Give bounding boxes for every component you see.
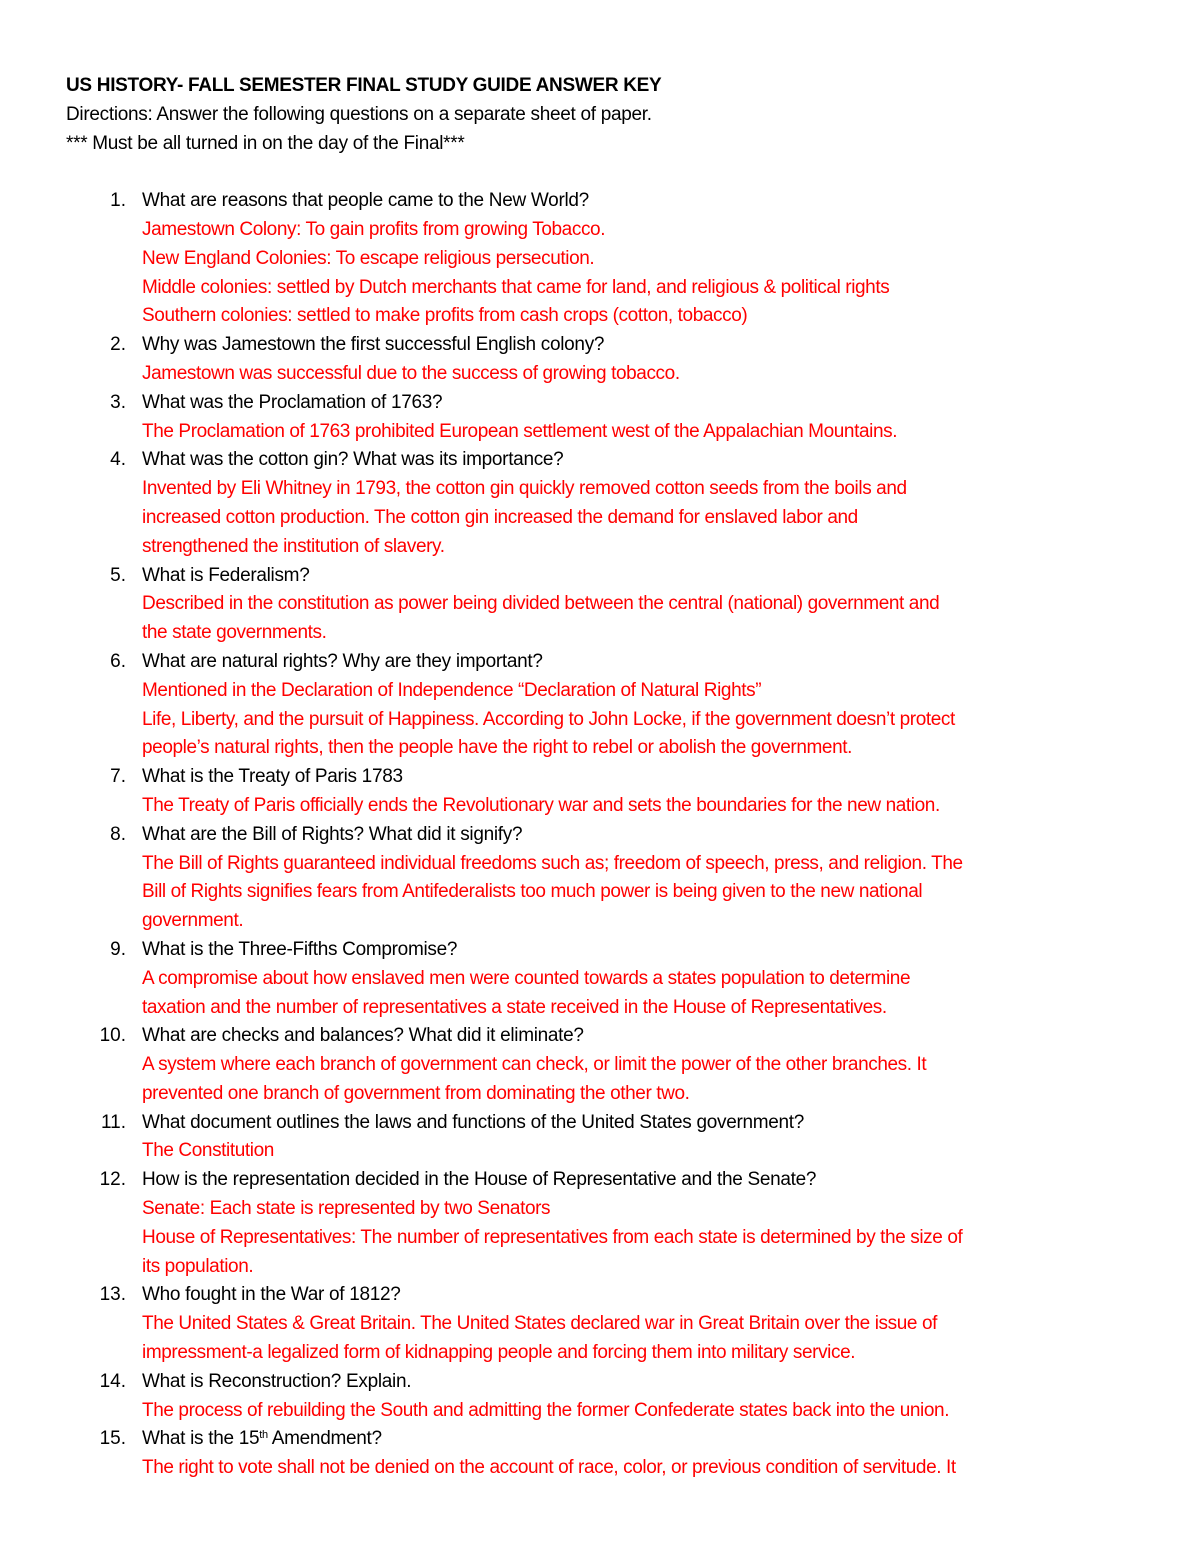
answer-line: the state governments. — [142, 622, 327, 644]
turn-in-note: *** Must be all turned in on the day of the Final*** — [66, 132, 465, 154]
answer-line: The United States & Great Britain. The United States declared war in Great Britain over the issue of — [142, 1313, 938, 1335]
question-text-start: What is the 15 — [142, 1428, 260, 1450]
question-item — [66, 1166, 1146, 1281]
answer-line: New England Colonies: To escape religious persecution. — [142, 247, 595, 269]
question-item — [66, 389, 1146, 447]
directions-text: Directions: Answer the following questions on a separate sheet of paper. — [66, 103, 652, 125]
question-text: What are natural rights? Why are they important? — [142, 650, 543, 672]
question-item — [66, 446, 1146, 561]
question-number: 6. — [110, 650, 126, 672]
question-number: 1. — [110, 190, 126, 212]
answer-line: House of Representatives: The number of representatives from each state is determined by the size of — [142, 1226, 963, 1248]
question-item — [66, 648, 1146, 763]
answer-line: The process of rebuilding the South and admitting the former Confederate states back into the union. — [142, 1399, 950, 1421]
question-text: What are checks and balances? What did it eliminate? — [142, 1025, 584, 1047]
question-item — [66, 1425, 1146, 1483]
question-item — [66, 1109, 1146, 1167]
question-number: 12. — [99, 1169, 126, 1191]
question-number: 4. — [110, 449, 126, 471]
question-text: Who fought in the War of 1812? — [142, 1284, 401, 1306]
question-list — [66, 187, 1146, 1483]
answer-line: The Bill of Rights guaranteed individual freedoms such as; freedom of speech, press, and religion. The — [142, 852, 963, 874]
answer-line: taxation and the number of representatives a state received in the House of Representatives. — [142, 996, 887, 1018]
question-text: What is Federalism? — [142, 564, 310, 586]
answer-line: Jamestown was successful due to the success of growing tobacco. — [142, 362, 680, 384]
answer-line: A system where each branch of government can check, or limit the power of the other branches. It — [142, 1054, 927, 1076]
question-text: What is the Three-Fifths Compromise? — [142, 938, 458, 960]
question-item — [66, 1022, 1146, 1108]
question-text: What is Reconstruction? Explain. — [142, 1370, 412, 1392]
question-text: Why was Jamestown the first successful English colony? — [142, 334, 605, 356]
question-text: What are reasons that people came to the New World? — [142, 190, 589, 212]
question-text: What are the Bill of Rights? What did it signify? — [142, 823, 523, 845]
question-number: 2. — [110, 334, 126, 356]
question-item — [66, 331, 1146, 389]
answer-line: The Treaty of Paris officially ends the Revolutionary war and sets the boundaries for the new nation. — [142, 794, 940, 816]
answer-line: its population. — [142, 1255, 254, 1277]
answer-line: impressment-a legalized form of kidnapping people and forcing them into military service. — [142, 1342, 856, 1364]
answer-line: Invented by Eli Whitney in 1793, the cotton gin quickly removed cotton seeds from the boils and — [142, 478, 907, 500]
answer-line: Described in the constitution as power being divided between the central (national) government and — [142, 593, 940, 615]
question-text: How is the representation decided in the House of Representative and the Senate? — [142, 1169, 817, 1191]
answer-line: prevented one branch of government from dominating the other two. — [142, 1082, 690, 1104]
answer-line: increased cotton production. The cotton gin increased the demand for enslaved labor and — [142, 506, 858, 528]
answer-line: people’s natural rights, then the people have the right to rebel or abolish the government. — [142, 737, 853, 759]
question-number: 9. — [110, 938, 126, 960]
answer-line: Senate: Each state is represented by two Senators — [142, 1198, 551, 1220]
question-item — [66, 821, 1146, 936]
answer-line: Middle colonies: settled by Dutch merchants that came for land, and religious & political rights — [142, 276, 890, 298]
answer-line: A compromise about how enslaved men were counted towards a states population to determine — [142, 967, 911, 989]
question-text: What document outlines the laws and functions of the United States government? — [142, 1111, 805, 1133]
question-item — [66, 562, 1146, 648]
question-number: 15. — [99, 1428, 126, 1450]
question-text — [142, 1425, 1146, 1454]
question-text: What was the cotton gin? What was its importance? — [142, 449, 564, 471]
answer-line: Bill of Rights signifies fears from Antifederalists too much power is being given to the new national — [142, 881, 923, 903]
question-number: 10. — [99, 1025, 126, 1047]
question-text: What was the Proclamation of 1763? — [142, 391, 443, 413]
question-number: 11. — [100, 1111, 126, 1133]
question-text-end: Amendment? — [267, 1428, 382, 1450]
answer-line: Southern colonies: settled to make profits from cash crops (cotton, tobacco) — [142, 305, 748, 327]
question-number: 13. — [99, 1284, 126, 1306]
question-item — [66, 763, 1146, 821]
answer-line: The Proclamation of 1763 prohibited European settlement west of the Appalachian Mountains. — [142, 420, 898, 442]
question-item — [66, 1368, 1146, 1426]
answer-line: government. — [142, 910, 244, 932]
question-item — [66, 187, 1146, 331]
answer-line: Jamestown Colony: To gain profits from growing Tobacco. — [142, 218, 606, 240]
answer-line: Mentioned in the Declaration of Independence “Declaration of Natural Rights” — [142, 679, 762, 701]
ordinal-suffix: th — [259, 1429, 268, 1442]
question-number: 14. — [99, 1370, 126, 1392]
question-item — [66, 1281, 1146, 1367]
question-number: 7. — [110, 766, 126, 788]
answer-line: The Constitution — [142, 1140, 274, 1162]
answer-line: Life, Liberty, and the pursuit of Happiness. According to John Locke, if the government doesn’t protect — [142, 708, 955, 730]
document-content — [66, 72, 1146, 1483]
question-number: 8. — [110, 823, 126, 845]
document-title: US HISTORY- FALL SEMESTER FINAL STUDY GUIDE ANSWER KEY — [66, 75, 662, 96]
answer-line: The right to vote shall not be denied on the account of race, color, or previous condition of servitude. It — [142, 1457, 956, 1479]
question-text: What is the Treaty of Paris 1783 — [142, 766, 403, 788]
question-number: 5. — [110, 564, 126, 586]
question-item — [66, 936, 1146, 1022]
question-number: 3. — [110, 391, 126, 413]
answer-line: strengthened the institution of slavery. — [142, 535, 445, 557]
header-spacer — [66, 158, 1146, 187]
